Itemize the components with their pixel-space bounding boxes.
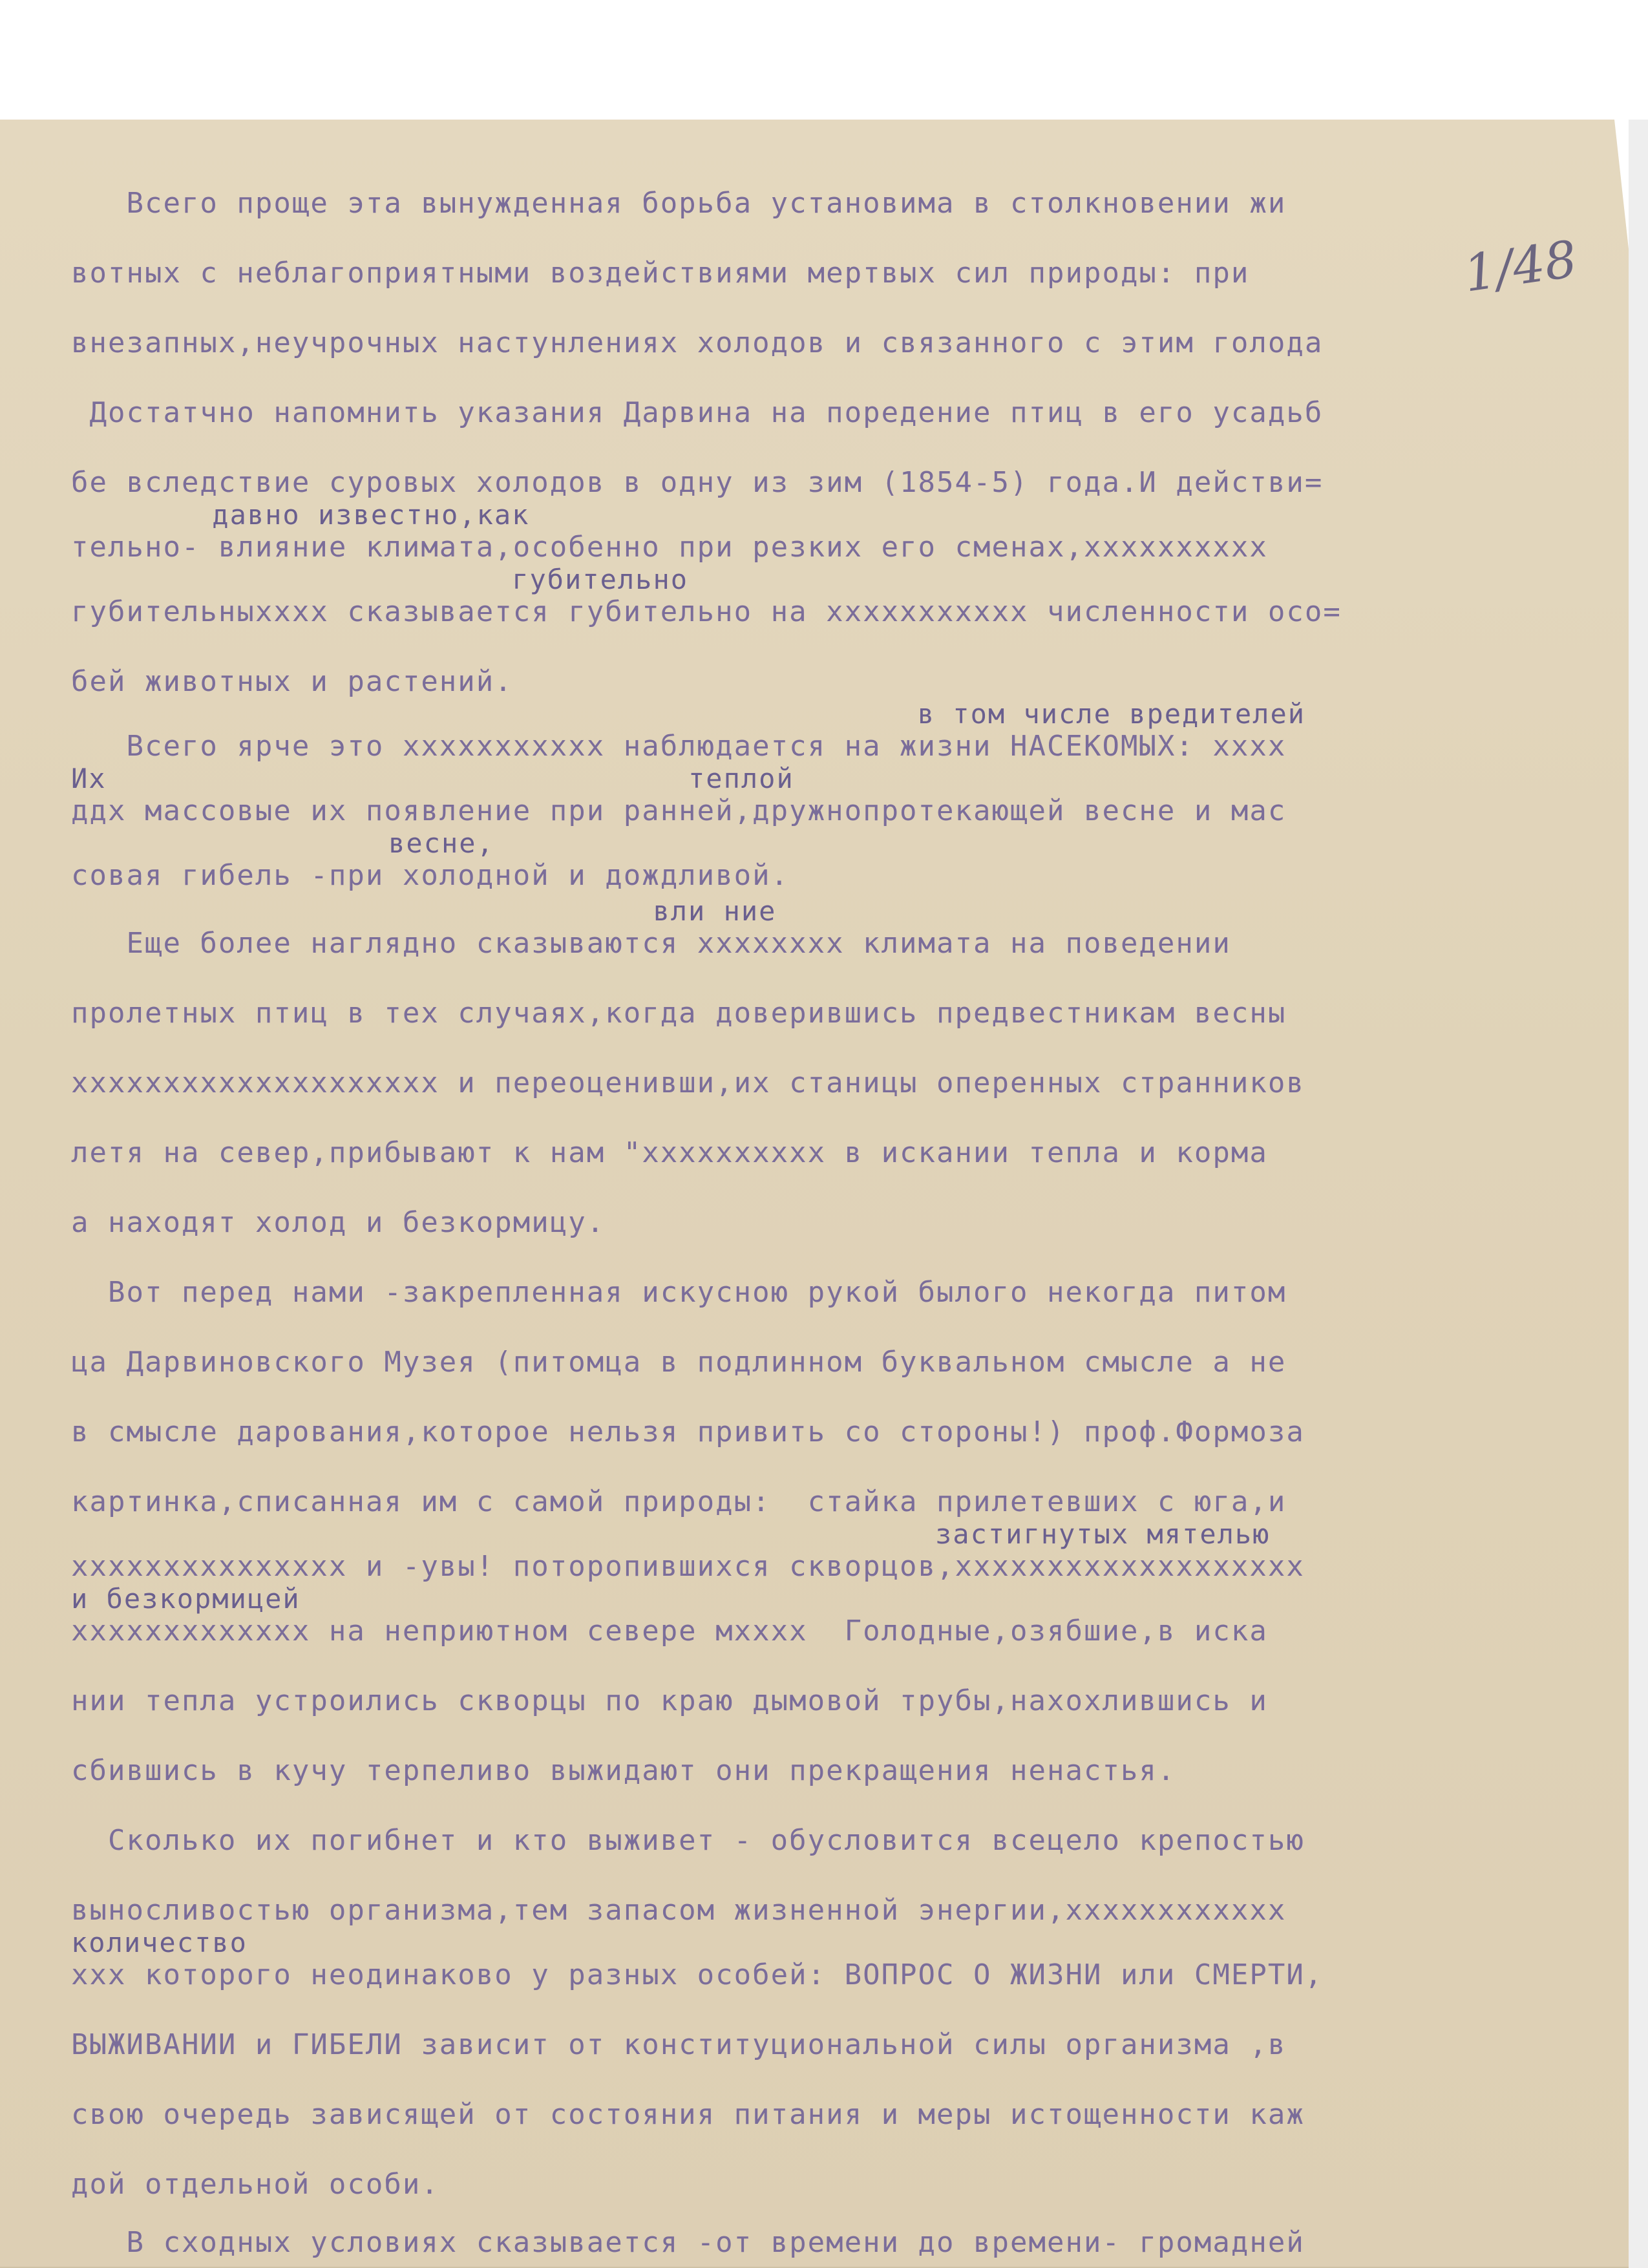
text-line: ххххххххххххххх и -увы! поторопившихся скворцов,ххххххххххххххххххх [71,1550,1305,1583]
text-line: нии тепла устроились скворцы по краю дымовой трубы,нахохлившись и [71,1684,1268,1717]
text-line: В сходных условиях сказывается -от времени до времени- громадней [71,2226,1305,2259]
text-line: Всего ярче это ххххххххххх наблюдается на жизни НАСЕКОМЫХ: хххх [71,730,1287,763]
text-line: Вот перед нами -закрепленная искусною рукой былого некогда питом [71,1276,1287,1309]
text-line: выносливостью организма,тем запасом жизненной энергии,хххххххххххх [71,1894,1287,1927]
insertion-line: вли ние [71,895,777,927]
text-line: Всего проще эта вынужденная борьба установима в столкновении жи [71,187,1287,220]
text-line: а находят холод и безкормицу. [71,1206,606,1239]
insertion-line: Их теплой [71,763,794,794]
text-line: ххх которого неодинаково у разных особей: ВОПРОС О ЖИЗНИ или СМЕРТИ, [71,1958,1324,1991]
text-line: вотных с неблагоприятными воздействиями мертвых сил природы: при [71,257,1250,290]
archive-number: 1/48 [1460,230,1581,304]
text-line: бе вследствие суровых холодов в одну из зим (1854-5) года.И действи= [71,466,1324,499]
insertion-line: застигнутых мятелью [71,1518,1271,1550]
paper-corner [1614,120,1629,249]
text-line: Сколько их погибнет и кто выживет - обусловится всецело крепостью [71,1824,1305,1857]
text-line: пролетных птиц в тех случаях,когда доверившись предвестникам весны [71,997,1287,1030]
insertion-line: весне, [71,827,494,859]
text-line: ххххххххххххх на неприютном севере мхххх Голодные,озябшие,в иска [71,1615,1268,1648]
text-line: губительныхххх сказывается губительно на ххххххххххх численности осо= [71,595,1342,628]
text-line: Еще более наглядно сказываются хххххххх климата на поведении [71,927,1231,960]
text-line: хххххххххххххххххххх и переоценивши,их станицы оперенных странников [71,1066,1305,1099]
insertion-line: количество [71,1927,248,1958]
text-line: внезапных,неучрочных настунлениях холодов и связанного с этим голода [71,326,1324,359]
text-line: летя на север,прибывают к нам "хххххххххх в искании тепла и корма [71,1136,1268,1169]
scan-background-right [1629,120,1648,2268]
text-line: ВЫЖИВАНИИ и ГИБЕЛИ зависит от конституциональной силы организма ,в [71,2028,1287,2061]
text-line: тельно- влияние климата,особенно при резких его сменах,xxxxxxxxxx [71,531,1268,564]
insertion-line: давно известно,как [71,499,530,531]
text-line: картинка,списанная им с самой природы: стайка прилетевших с юга,и [71,1485,1287,1518]
text-line: Достатчно напомнить указания Дарвина на поредение птиц в его усадьб [71,396,1324,429]
text-line: в смысле дарования,которое нельзя привить со стороны!) проф.Формоза [71,1415,1305,1448]
insertion-line: губительно [71,564,689,595]
text-line: ддх массовые их появление при ранней,дружнопротекающей весне и мас [71,794,1287,827]
text-line: бей животных и растений. [71,665,513,698]
text-line: дой отдельной особи. [71,2168,439,2201]
scan-background-top [0,0,1648,116]
insertion-line: в том числе вредителей [71,698,1306,730]
text-line: сбившись в кучу терпеливо выжидают они прекращения ненастья. [71,1754,1176,1787]
text-line: свою очередь зависящей от состояния питания и меры истощенности каж [71,2098,1305,2131]
text-line: ца Дарвиновского Музея (питомца в подлинном буквальном смысле а не [71,1346,1287,1379]
insertion-line: и безкормицей [71,1583,301,1615]
text-line: совая гибель -при холодной и дождливой. [71,859,790,892]
